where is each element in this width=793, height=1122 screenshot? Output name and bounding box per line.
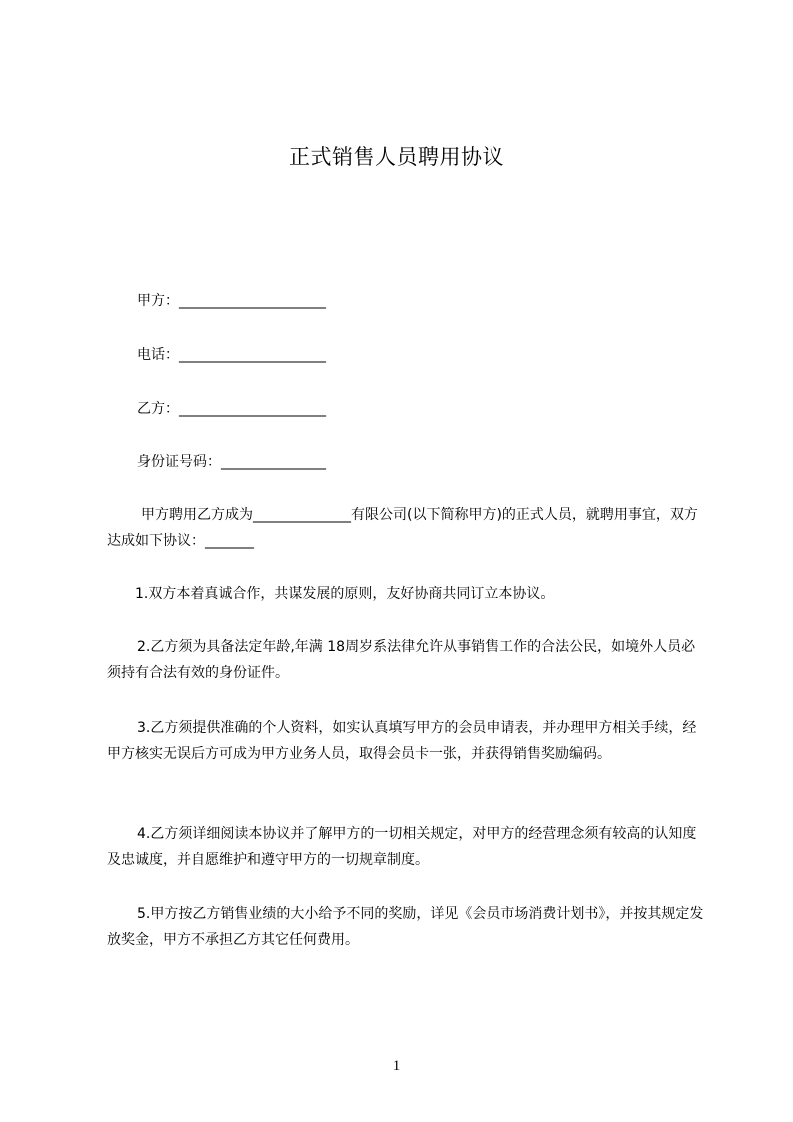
party-b-field: 乙方：_____________________ [137, 401, 326, 417]
document-title: 正式销售人员聘用协议 [289, 145, 504, 169]
party-a-field: 甲方：_____________________ [137, 293, 326, 309]
clause-4 [107, 821, 708, 873]
clause-3 [107, 715, 708, 767]
clause-4-text: 4.乙方须详细阅读本协议并了解甲方的一切相关规定，对甲方的经营理念须有较高的认知度及忠诚度，并自愿维护和遵守甲方的一切规章制度。 [107, 826, 697, 868]
clause-1-text: 1.双方本着真诚合作，共谋发展的原则，友好协商共同订立本协议。 [135, 586, 555, 602]
clause-2-text: 2.乙方须为具备法定年龄,年满 18周岁系法律允许从事销售工作的合法公民，如境外人员必须持有合法有效的身份证件。 [107, 639, 696, 681]
intro-text: 甲方聘用乙方成为______________有限公司(以下简称甲方)的正式人员，就聘用事宜，双方达成如下协议：_______ [107, 507, 698, 549]
phone-field: 电话：_____________________ [137, 347, 326, 363]
clause-2 [107, 634, 708, 686]
intro-paragraph [107, 502, 708, 554]
clause-5 [107, 901, 708, 953]
clause-5-text: 5.甲方按乙方销售业绩的大小给予不同的奖励，详见《会员市场消费计划书》，并按其规定发放奖金，甲方不承担乙方其它任何费用。 [107, 906, 704, 948]
id-number-field: 身份证号码：_______________ [137, 454, 326, 470]
page-number: 1 [392, 1058, 401, 1074]
clause-1 [107, 581, 708, 607]
clause-3-text: 3.乙方须提供准确的个人资料，如实认真填写甲方的会员申请表，并办理甲方相关手续，经甲方核实无误后方可成为甲方业务人员，取得会员卡一张，并获得销售奖励编码。 [107, 720, 697, 762]
